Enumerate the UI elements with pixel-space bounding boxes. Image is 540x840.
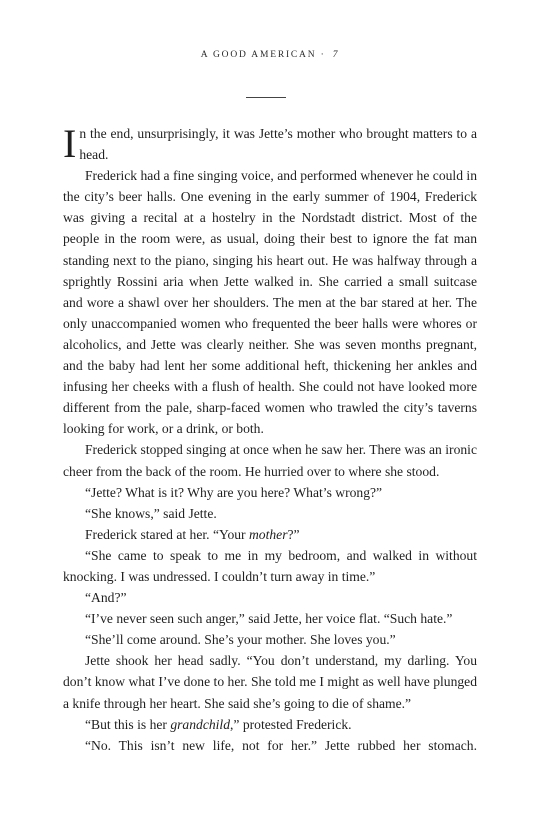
running-header — [0, 50, 540, 60]
paragraph — [63, 714, 477, 735]
paragraph — [63, 123, 477, 165]
emphasis: grandchild — [170, 716, 231, 732]
drop-cap: I — [63, 121, 77, 166]
paragraph-text: Frederick stared at her. “Your — [85, 526, 249, 542]
paragraph: “And?” — [85, 590, 127, 606]
emphasis: mother — [248, 526, 288, 542]
paragraph: “Jette? What is it? Why are you here? What’s wrong?” — [85, 484, 383, 500]
header-separator: · — [320, 50, 326, 60]
page-number: 7 — [332, 50, 340, 60]
paragraph: “No. This isn’t new life, not for her.” Jette rubbed her stomach. — [85, 737, 477, 753]
body-text — [63, 123, 477, 756]
running-title: A GOOD AMERICAN — [200, 50, 317, 60]
paragraph-text: “But this is her — [85, 716, 171, 732]
paragraph: “I’ve never seen such anger,” said Jette, her voice flat. “Such hate.” — [85, 611, 453, 627]
paragraph-text: n the end, unsurprisingly, it was Jette’s mother who brought matters to a head. — [79, 126, 477, 163]
paragraph: “She’ll come around. She’s your mother. She loves you.” — [85, 632, 396, 648]
paragraph-text: ?” — [287, 526, 300, 542]
paragraph: Frederick had a fine singing voice, and performed whenever he could in the city’s beer halls. One evening in the early summer of 1904, Frederick was giving a recital at a hostelry in the Nordstadt district. Most of the people in the room were, as usual, doing their best to ignore the fat man standing next to the piano, singing his heart out. He was halfway through a sprightly Rossini aria when Jette walked in. She carried a small suitcase and wore a shawl over her shoulders. The men at the bar stared at her. The only unaccompanied women who frequented the beer halls were whores or alcoholics, and Jette was clearly neither. She was seven months pregnant, and the baby had lent her some additional heft, thickening her ankles and infusing her cheeks with a flush of health. She could not have looked more different from the pale, sharp-faced women who trawled the city’s taverns looking for work, or a drink, or both. — [63, 168, 477, 437]
paragraph: “She knows,” said Jette. — [85, 505, 217, 521]
paragraph: Frederick stopped singing at once when he saw her. There was an ironic cheer from the back of the room. He hurried over to where she stood. — [63, 442, 477, 479]
paragraph — [63, 524, 477, 545]
paragraph: “She came to speak to me in my bedroom, and walked in without knocking. I was undressed. I couldn’t turn away in time.” — [63, 547, 477, 584]
paragraph-text: ,” protested Frederick. — [230, 716, 352, 732]
header-divider — [246, 97, 286, 98]
paragraph: Jette shook her head sadly. “You don’t understand, my darling. You don’t know what I’ve done to her. She told me I might as well have plunged a knife through her heart. She said she’s going to die of shame.” — [63, 653, 477, 711]
